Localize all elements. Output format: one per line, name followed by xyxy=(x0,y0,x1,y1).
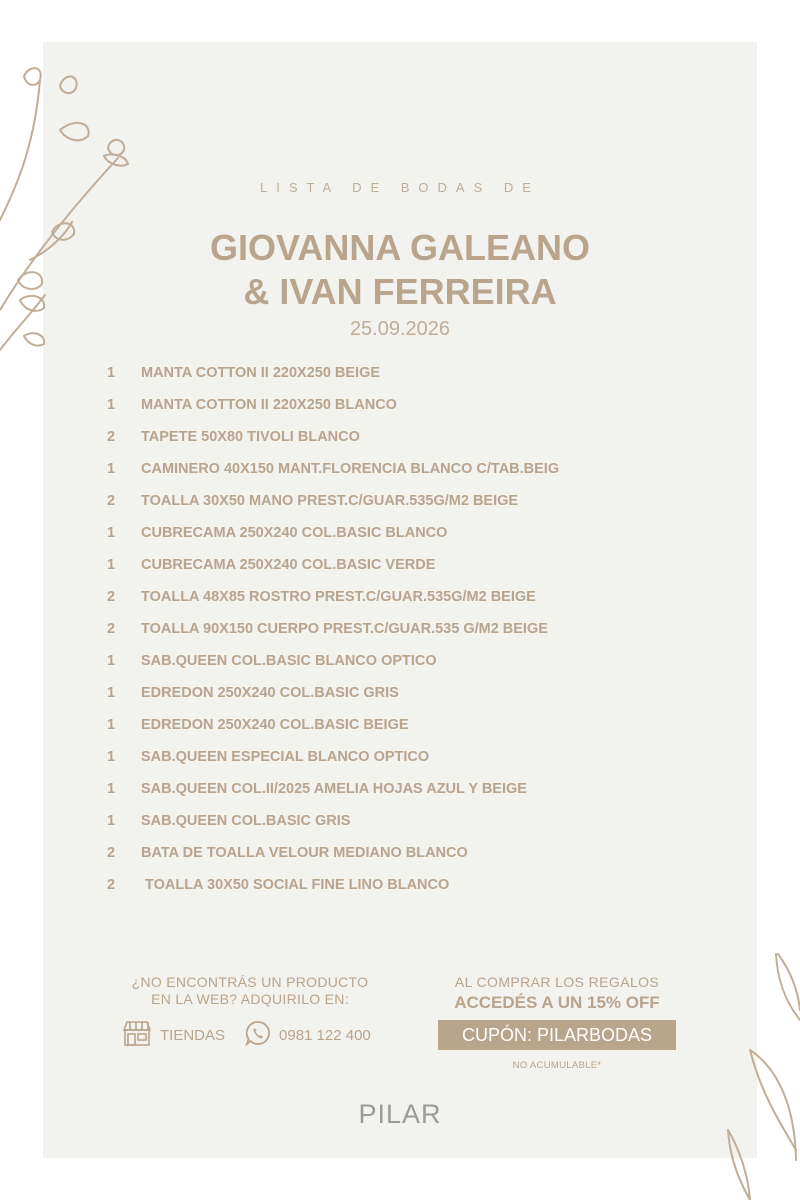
whatsapp-icon xyxy=(245,1020,271,1050)
gift-item xyxy=(0,586,800,618)
stores-label[interactable]: TIENDAS xyxy=(160,1026,226,1044)
wedding-date: 25.09.2026 xyxy=(349,318,451,340)
discount-line-1: AL COMPRAR LOS REGALOS xyxy=(454,974,660,990)
phone-number[interactable]: 0981 122 400 xyxy=(279,1026,371,1044)
gift-item xyxy=(0,778,800,810)
gift-quantity: 1 xyxy=(107,781,116,797)
gift-description: EDREDON 250X240 COL.BASIC GRIS xyxy=(141,685,399,701)
gift-description: TOALLA 30X50 MANO PREST.C/GUAR.535G/M2 BEIGE xyxy=(141,493,519,509)
brand-logo: PILAR xyxy=(358,1099,442,1129)
purchase-info-line-1: ¿NO ENCONTRÁS UN PRODUCTO xyxy=(131,974,369,990)
gift-list xyxy=(0,362,800,906)
gift-description: CAMINERO 40X150 MANT.FLORENCIA BLANCO C/TAB.BEIG xyxy=(141,461,560,477)
gift-item xyxy=(0,746,800,778)
gift-item xyxy=(0,458,800,490)
gift-quantity: 2 xyxy=(107,621,116,637)
gift-description: TOALLA 48X85 ROSTRO PREST.C/GUAR.535G/M2 BEIGE xyxy=(141,589,536,605)
gift-description: SAB.QUEEN COL.BASIC GRIS xyxy=(141,813,351,829)
store-icon xyxy=(122,1019,152,1051)
couple-name-line-1: GIOVANNA GALEANO xyxy=(209,227,590,268)
gift-quantity: 1 xyxy=(107,653,116,669)
gift-quantity: 2 xyxy=(107,493,116,509)
gift-item xyxy=(0,842,800,874)
gift-quantity: 2 xyxy=(107,429,116,445)
gift-item xyxy=(0,618,800,650)
gift-item xyxy=(0,714,800,746)
gift-quantity: 1 xyxy=(107,749,116,765)
gift-description: CUBRECAMA 250X240 COL.BASIC BLANCO xyxy=(141,525,448,541)
gift-item xyxy=(0,554,800,586)
gift-item xyxy=(0,362,800,394)
gift-description: BATA DE TOALLA VELOUR MEDIANO BLANCO xyxy=(141,845,468,861)
gift-description: TOALLA 30X50 SOCIAL FINE LINO BLANCO xyxy=(145,877,450,893)
couple-name-line-2: & IVAN FERREIRA xyxy=(243,271,557,312)
gift-quantity: 1 xyxy=(107,461,116,477)
gift-item xyxy=(0,394,800,426)
gift-item xyxy=(0,682,800,714)
gift-quantity: 1 xyxy=(107,365,116,381)
gift-description: SAB.QUEEN COL.BASIC BLANCO OPTICO xyxy=(141,653,437,669)
discount-note: NO ACUMULABLE* xyxy=(512,1060,602,1071)
gift-quantity: 1 xyxy=(107,813,116,829)
gift-description: SAB.QUEEN COL.II/2025 AMELIA HOJAS AZUL Y BEIGE xyxy=(141,781,527,797)
coupon-code-badge: CUPÓN: PILARBODAS xyxy=(438,1020,676,1050)
purchase-info xyxy=(110,974,390,1008)
registry-subtitle: LISTA DE BODAS DE xyxy=(260,180,540,195)
gift-quantity: 2 xyxy=(107,845,116,861)
gift-description: MANTA COTTON II 220X250 BEIGE xyxy=(141,365,381,381)
gift-item xyxy=(0,874,800,906)
gift-quantity: 1 xyxy=(107,717,116,733)
discount-info xyxy=(436,974,678,1071)
gift-quantity: 1 xyxy=(107,557,116,573)
gift-item xyxy=(0,426,800,458)
gift-item xyxy=(0,810,800,842)
gift-description: TOALLA 90X150 CUERPO PREST.C/GUAR.535 G/M2 BEIGE xyxy=(141,621,548,637)
gift-item xyxy=(0,490,800,522)
gift-item xyxy=(0,522,800,554)
gift-item xyxy=(0,650,800,682)
gift-quantity: 1 xyxy=(107,397,116,413)
gift-quantity: 1 xyxy=(107,685,116,701)
leaf-branch-top-left-icon xyxy=(0,60,140,360)
gift-quantity: 1 xyxy=(107,525,116,541)
gift-description: TAPETE 50X80 TIVOLI BLANCO xyxy=(141,429,360,445)
gift-quantity: 2 xyxy=(107,877,116,893)
couple-names xyxy=(0,226,800,314)
gift-description: SAB.QUEEN ESPECIAL BLANCO OPTICO xyxy=(141,749,430,765)
gift-description: CUBRECAMA 250X240 COL.BASIC VERDE xyxy=(141,557,436,573)
gift-quantity: 2 xyxy=(107,589,116,605)
gift-description: EDREDON 250X240 COL.BASIC BEIGE xyxy=(141,717,409,733)
purchase-info-line-2: EN LA WEB? ADQUIRILO EN: xyxy=(151,991,349,1007)
contact-row xyxy=(122,1020,371,1050)
gift-description: MANTA COTTON II 220X250 BLANCO xyxy=(141,397,397,413)
leaf-branch-bottom-right-icon xyxy=(720,950,800,1200)
discount-line-2: ACCEDÉS A UN 15% OFF xyxy=(454,993,660,1012)
